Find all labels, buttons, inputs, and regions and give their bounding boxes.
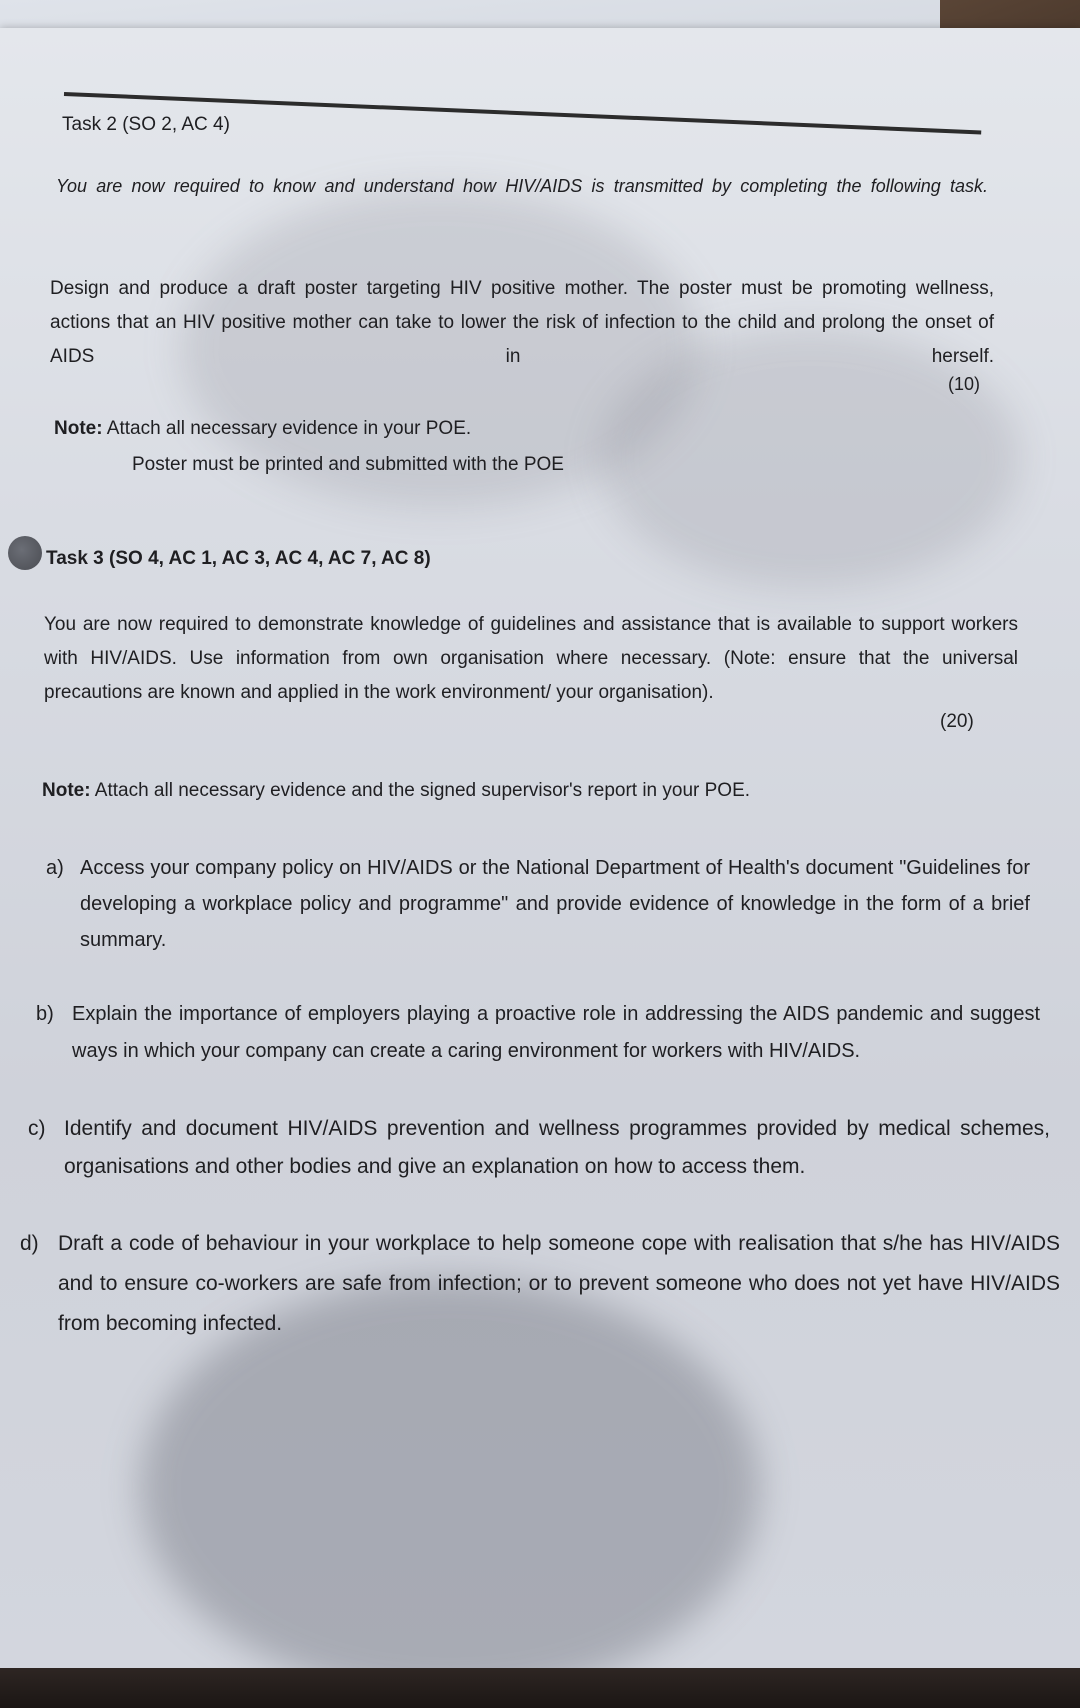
task2-instruction: Design and produce a draft poster targeting HIV positive mother. The poster must be promoting wellness, actions that an HIV positive mother can take to lower the risk of infection to the child and prolong the onset of AIDS in herself.	[50, 278, 994, 367]
task2-note-line1: Attach all necessary evidence in your POE.	[102, 418, 472, 439]
task3-heading: Task 3 (SO 4, AC 1, AC 3, AC 4, AC 7, AC 8)	[46, 548, 431, 569]
task2-note-label: Note:	[54, 418, 103, 439]
background-surface-bottom	[0, 1668, 1080, 1708]
task3-marks: (20)	[940, 711, 974, 732]
list-item-text: Identify and document HIV/AIDS prevention and wellness programmes provided by medical schemes, organisations and other bodies and give an explanation on how to access them.	[64, 1117, 1050, 1178]
task2-heading: Task 2 (SO 2, AC 4)	[62, 114, 230, 135]
list-item-text: Draft a code of behaviour in your workplace to help someone cope with realisation that s/he has HIV/AIDS and to ensure co-workers are safe from infection; or to prevent someone who does not yet have HIV/AIDS from becoming infected.	[58, 1232, 1060, 1335]
list-item-label: a)	[46, 857, 64, 879]
list-item-text: Explain the importance of employers playing a proactive role in addressing the AIDS pandemic and suggest ways in which your company can create a caring environment for workers with HIV/AIDS.	[72, 1003, 1040, 1062]
list-item-text: Access your company policy on HIV/AIDS or the National Department of Health's document "Guidelines for developing a workplace policy and programme" and provide evidence of knowledge in the form of a brief summary.	[80, 857, 1030, 951]
task3-note	[42, 780, 750, 802]
task3-note-text: Attach all necessary evidence and the signed supervisor's report in your POE.	[90, 780, 751, 801]
task3-note-label: Note:	[42, 780, 91, 801]
list-item-label: d)	[20, 1232, 39, 1255]
document-page	[0, 28, 1080, 1673]
task2-note-line2: Poster must be printed and submitted with the POE	[132, 454, 564, 475]
task2-note	[54, 418, 471, 440]
list-item-label: b)	[36, 1003, 54, 1025]
punch-hole	[8, 536, 42, 570]
task3-intro: You are now required to demonstrate knowledge of guidelines and assistance that is available to support workers with HIV/AIDS. Use information from own organisation where necessary. (Note: ensure that the universal precautions are known and applied in the work environment/ your organisation).	[44, 614, 1018, 703]
task2-intro: You are now required to know and understand how HIV/AIDS is transmitted by completing the following task.	[56, 176, 988, 196]
list-item-label: c)	[28, 1117, 46, 1140]
task2-marks: (10)	[948, 374, 981, 394]
